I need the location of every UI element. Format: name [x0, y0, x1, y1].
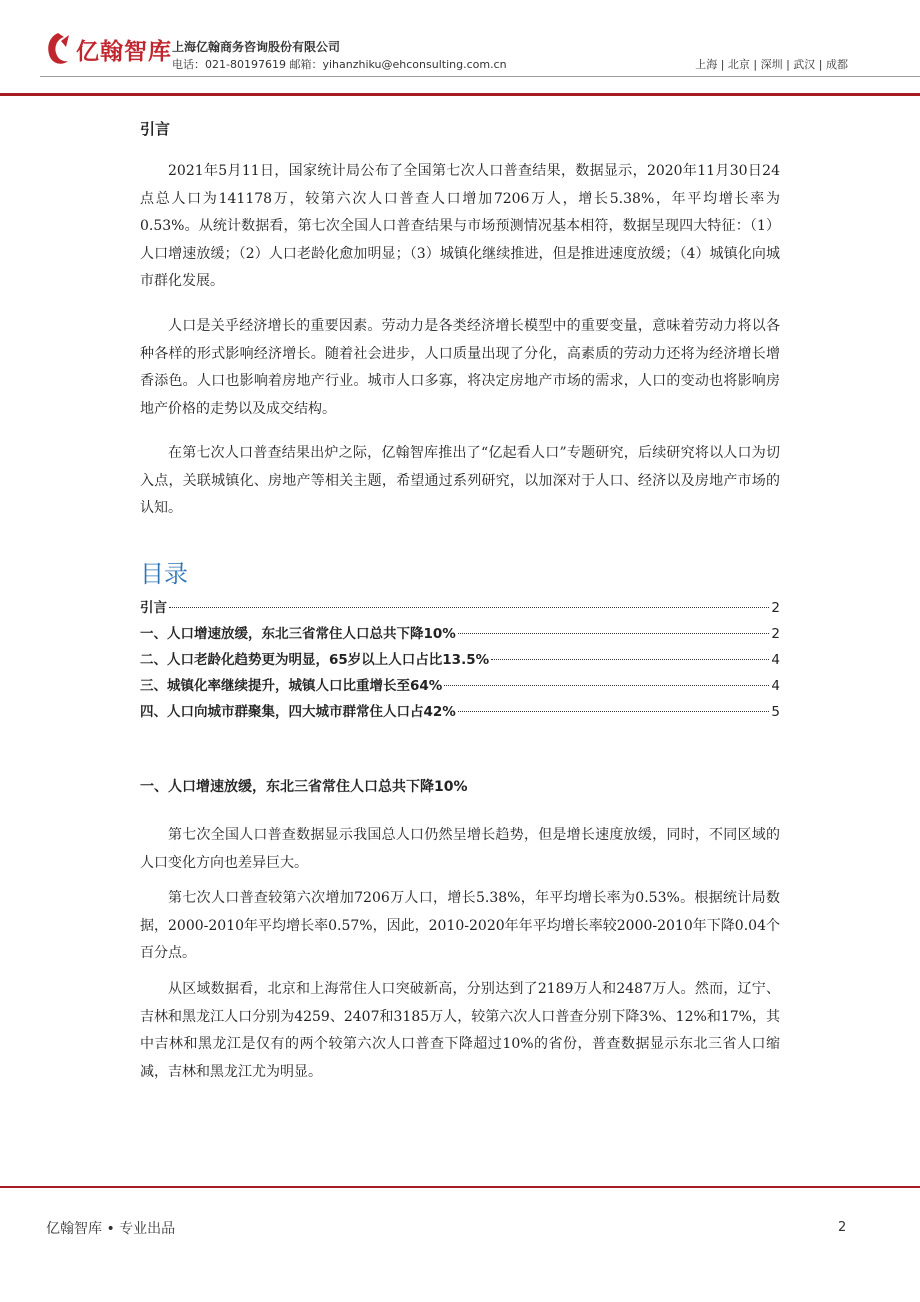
header-divider-red [0, 93, 920, 96]
toc-leader [458, 633, 770, 634]
toc-entry-label: 三、城镇化率继续提升，城镇人口比重增长至64% [140, 678, 443, 694]
toc-entry[interactable] [140, 674, 780, 700]
page-header [0, 0, 920, 100]
intro-paragraph-1: 2021年5月11日，国家统计局公布了全国第七次人口普查结果，数据显示，2020年11月30日24点总人口为141178万，较第六次人口普查人口增加7206万人，增长5.38%，年平均增长率为0.53%。从统计数据看，第七次全国人口普查结果与市场预测情况基本相符，数据呈现四大特征：（1）人口增速放缓；（2）人口老龄化愈加明显；（3）城镇化继续推进，但是推进速度放缓；（4）城镇化向城市群化发展。 [140, 163, 780, 289]
toc-entry-page: 2 [771, 600, 780, 616]
toc-entry-label: 二、人口老龄化趋势更为明显，65岁以上人口占比13.5% [140, 652, 490, 668]
toc-title: 目录 [140, 560, 188, 588]
toc-entry[interactable] [140, 648, 780, 674]
toc-entry-page: 4 [771, 652, 780, 668]
office-cities: 上海 | 北京 | 深圳 | 武汉 | 成都 [695, 58, 848, 71]
company-name: 上海亿翰商务咨询股份有限公司 [172, 40, 341, 54]
toc-leader [458, 711, 770, 712]
intro-paragraph-2: 人口是关乎经济增长的重要因素。劳动力是各类经济增长模型中的重要变量，意味着劳动力将以各种各样的形式影响经济增长。随着社会进步，人口质量出现了分化，高素质的劳动力还将为经济增长增香添色。人口也影响着房地产行业。城市人口多寡，将决定房地产市场的需求，人口的变动也将影响房地产价格的走势以及成交结构。 [140, 318, 780, 417]
toc-entry[interactable] [140, 622, 780, 648]
page-number: 2 [838, 1220, 847, 1235]
toc-entry-label: 一、人口增速放缓，东北三省常住人口总共下降10% [140, 626, 456, 642]
contact-info: 电话：021-80197619 邮箱：yihanzhiku@ehconsulting.com.cn [172, 58, 507, 71]
footer-brand: 亿翰智库 • 专业出品 [46, 1221, 176, 1237]
section-paragraph-3: 从区域数据看，北京和上海常住人口突破新高，分别达到了2189万人和2487万人。然而，辽宁、吉林和黑龙江人口分别为4259、2407和3185万人，较第六次人口普查分别下降3%、12%和17%，其中吉林和黑龙江是仅有的两个较第六次人口普查下降超过10%的省份，普查数据显示东北三省人口缩减，吉林和黑龙江尤为明显。 [140, 981, 780, 1080]
toc-entry-label: 四、人口向城市群聚集，四大城市群常住人口占42% [140, 704, 456, 720]
yihan-logo-icon [44, 31, 72, 67]
section-paragraph-2: 第七次人口普查较第六次增加7206万人口，增长5.38%，年平均增长率为0.53%。根据统计局数据，2000-2010年平均增长率0.57%，因此，2010-2020年年平均增长率较2000-2010年下降0.04个百分点。 [140, 890, 780, 961]
toc-entry-page: 4 [771, 678, 780, 694]
section-paragraph-1: 第七次全国人口普查数据显示我国总人口仍然呈增长趋势，但是增长速度放缓，同时，不同区域的人口变化方向也差异巨大。 [140, 827, 780, 871]
section-heading: 一、人口增速放缓，东北三省常住人口总共下降10% [140, 779, 468, 795]
toc-entry-page: 2 [771, 626, 780, 642]
toc-entry-label: 引言 [140, 600, 167, 616]
toc-entry[interactable] [140, 700, 780, 726]
toc-leader [444, 685, 769, 686]
toc-entry-page: 5 [771, 704, 780, 720]
intro-heading: 引言 [140, 120, 171, 138]
table-of-contents [140, 596, 780, 726]
toc-leader [169, 607, 769, 608]
logo-text: 亿翰智库 [76, 39, 172, 65]
header-divider-thin [40, 76, 920, 77]
toc-leader [491, 659, 769, 660]
intro-paragraph-3: 在第七次人口普查结果出炉之际，亿翰智库推出了“亿起看人口”专题研究，后续研究将以人口为切入点，关联城镇化、房地产等相关主题，希望通过系列研究，以加深对于人口、经济以及房地产市场的认知。 [140, 445, 780, 516]
footer-divider [0, 1186, 920, 1188]
toc-entry[interactable] [140, 596, 780, 622]
